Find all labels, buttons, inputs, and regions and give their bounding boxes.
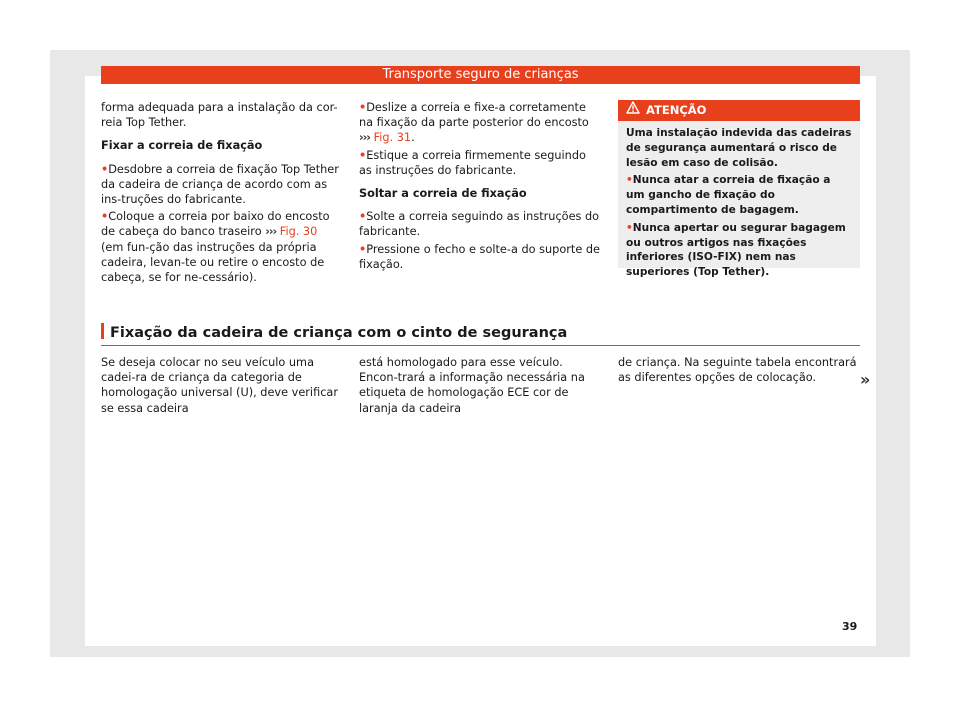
warning-title: ATENÇÃO	[646, 103, 707, 117]
column-2	[359, 100, 601, 280]
bullet-item	[101, 162, 341, 208]
bullet-text: Pressione o fecho e solte-a do suporte de fixação.	[359, 242, 601, 271]
figure-link[interactable]: Fig. 31	[373, 131, 412, 145]
bullet-text: Estique a correia firmemente seguindo as instruções do fabricante.	[359, 148, 586, 177]
warning-bullet	[626, 221, 852, 280]
subheading-release: Soltar a correia de fixação	[359, 187, 527, 201]
section-column-2	[359, 355, 601, 424]
paragraph: de criança. Na seguinte tabela encontrará as diferentes opções de colocação.	[618, 356, 857, 385]
bullet-text: Coloque a correia por baixo do encosto de cabeça do banco traseiro	[101, 210, 330, 239]
section-title	[101, 323, 860, 346]
warning-body	[618, 121, 860, 280]
figure-link[interactable]: Fig. 30	[279, 225, 318, 239]
subheading-fix: Fixar a correia de fixação	[101, 139, 263, 153]
bullet-item	[359, 100, 601, 146]
bullet-text: Deslize a correia e fixe-a corretamente na fixação da parte posterior do encosto	[359, 101, 589, 130]
bullet-text: Nunca apertar ou segurar bagagem ou outros artigos nas fixações inferiores (ISO-FIX) nem nas superiores (Top Tether).	[626, 221, 846, 279]
bullet-text: (em fun-ção das instruções da própria cadeira, levan-te ou retire o encosto de cabeça, se for ne-cessário).	[101, 240, 325, 285]
warning-box	[618, 100, 860, 279]
paragraph: Se deseja colocar no seu veículo uma cadei-ra de criança da categoria de homologação universal (U), deve verificar se essa cadeira	[101, 356, 338, 415]
bullet-item	[359, 148, 601, 178]
warning-triangle-icon	[626, 100, 640, 121]
page-number: 39	[842, 620, 858, 633]
section-title-text: Fixação da cadeira de criança com o cinto de segurança	[110, 325, 568, 341]
warning-paragraph: Uma instalação indevida das cadeiras de segurança aumentará o risco de lesão em caso de colisão.	[626, 127, 852, 169]
chapter-header: Transporte seguro de crianças	[101, 66, 860, 84]
continue-arrow: »	[860, 370, 871, 389]
paragraph: forma adequada para a instalação da cor-reia Top Tether.	[101, 101, 338, 130]
warning-header	[618, 100, 860, 121]
reference-arrows: ›››	[265, 225, 277, 239]
section-marker	[101, 323, 104, 339]
warning-bullet	[626, 173, 852, 217]
column-1	[101, 100, 341, 293]
section-column-3	[618, 355, 858, 393]
section-column-1	[101, 355, 341, 424]
bullet-text: Nunca atar a correia de fixação a um gancho de fixação do compartimento de bagagem.	[626, 174, 831, 216]
bullet-item	[101, 209, 341, 285]
bullet-text: .	[411, 131, 415, 145]
bullet-text: Desdobre a correia de fixação Top Tether da cadeira de criança de acordo com as ins-truções do fabricante.	[101, 162, 339, 207]
paragraph: está homologado para esse veículo. Encon-trará a informação necessária na etiqueta de homologação ECE cor de laranja da cadeira	[359, 356, 585, 415]
bullet-item	[359, 209, 601, 239]
bullet-item	[359, 242, 601, 272]
reference-arrows: ›››	[359, 131, 370, 145]
bullet-text: Solte a correia seguindo as instruções do fabricante.	[359, 210, 600, 239]
